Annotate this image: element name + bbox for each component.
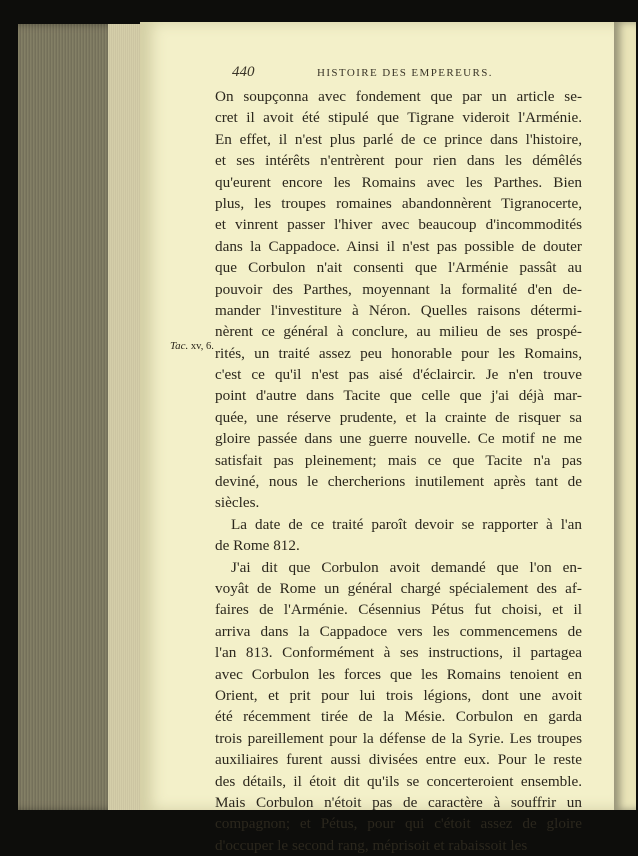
- margin-note-ref: Tac.: [170, 340, 189, 352]
- text-line: arriva dans la Cappadoce vers les commencemens de: [215, 622, 582, 640]
- text-line: On soupçonna avec fondement que par un article se-: [215, 88, 582, 105]
- margin-note-ref-number: xv, 6.: [188, 341, 214, 352]
- page-body-text: [215, 86, 582, 856]
- text-line: trois pareillement pour la défense de la Syrie. Les troupes: [215, 729, 582, 747]
- book-page-edges-light: [108, 24, 142, 810]
- text-line: La date de ce traité paroît devoir se rapporter à l'an: [231, 515, 582, 533]
- text-line: siècles.: [215, 494, 260, 512]
- text-line: deviné, nous le chercherions inutilement après tant de: [215, 473, 582, 491]
- page-header: [232, 64, 582, 84]
- text-line: dans la Cappadoce. Ainsi il n'est pas possible de douter: [215, 237, 582, 255]
- text-line: mander l'investiture à Néron. Quelles raisons détermi-: [215, 301, 582, 319]
- text-line: En effet, il n'est plus parlé de ce prince dans l'histoire,: [215, 130, 582, 148]
- text-line: été récemment tirée de la Mésie. Corbulon en garda: [215, 708, 582, 726]
- text-line: pouvoir des Parthes, moyennant la formalité d'en de-: [215, 280, 582, 298]
- text-line: auxiliaires furent aussi divisées entre eux. Pour le reste: [215, 751, 582, 769]
- text-line: et ses intérêts n'entrèrent pour rien dans les démêlés: [215, 152, 582, 170]
- text-line: d'occuper le second rang, méprisoit et rabaissoit les: [215, 836, 528, 854]
- next-page-edge: [614, 22, 636, 810]
- text-line: l'an 813. Conformément à ses instructions, il partagea: [215, 644, 582, 662]
- running-title: HISTOIRE DES EMPEREURS.: [317, 67, 493, 79]
- text-line: voyât de Rome un général chargé spécialement des af-: [215, 579, 582, 597]
- text-line: plus, les troupes romaines abandonnèrent Tigranocerte,: [215, 194, 582, 212]
- margin-note: [170, 340, 214, 352]
- text-line: qu'eurent encore les Romains avec les Parthes. Bien: [215, 173, 582, 191]
- text-line: de Rome 812.: [215, 537, 300, 555]
- text-line: satisfait pas pleinement; mais ce que Tacite n'a pas: [215, 451, 582, 469]
- text-line: rités, un traité assez peu honorable pour les Romains,: [215, 344, 582, 362]
- text-line: compagnon; et Pétus, pour qui c'étoit assez de gloire: [215, 815, 582, 833]
- text-line: c'est ce qu'il n'est pas aisé d'éclaircir. Je n'en trouve: [215, 366, 582, 384]
- text-line: quée, une réserve prudente, et la crainte de risquer sa: [215, 408, 582, 426]
- text-line: que Corbulon n'ait consenti que l'Arménie passât au: [215, 259, 582, 277]
- text-line: nèrent ce général à conclure, au milieu de ses prospé-: [215, 323, 582, 341]
- text-line: et vinrent passer l'hiver avec beaucoup d'incommodités: [215, 216, 582, 234]
- text-line: faires de l'Arménie. Césennius Pétus fut choisi, et il: [215, 601, 582, 619]
- text-line: point d'autre dans Tacite que celle que j'ai déjà mar-: [215, 387, 582, 405]
- text-line: avec Corbulon les forces que les Romains tenoient en: [215, 665, 582, 683]
- text-line: cret il avoit été stipulé que Tigrane videroit l'Arménie.: [215, 109, 582, 127]
- text-line: gloire passée dans une guerre nouvelle. Ce motif ne me: [215, 430, 582, 448]
- text-line: Orient, et prit pour lui trois légions, dont une avoit: [215, 686, 582, 704]
- text-line: Mais Corbulon n'étoit pas de caractère à souffrir un: [215, 793, 582, 811]
- text-line: J'ai dit que Corbulon avoit demandé que l'on en-: [231, 558, 582, 576]
- text-line: des détails, il étoit dit qu'ils se concerteroient ensemble.: [215, 772, 582, 790]
- page-number: 440: [232, 64, 255, 80]
